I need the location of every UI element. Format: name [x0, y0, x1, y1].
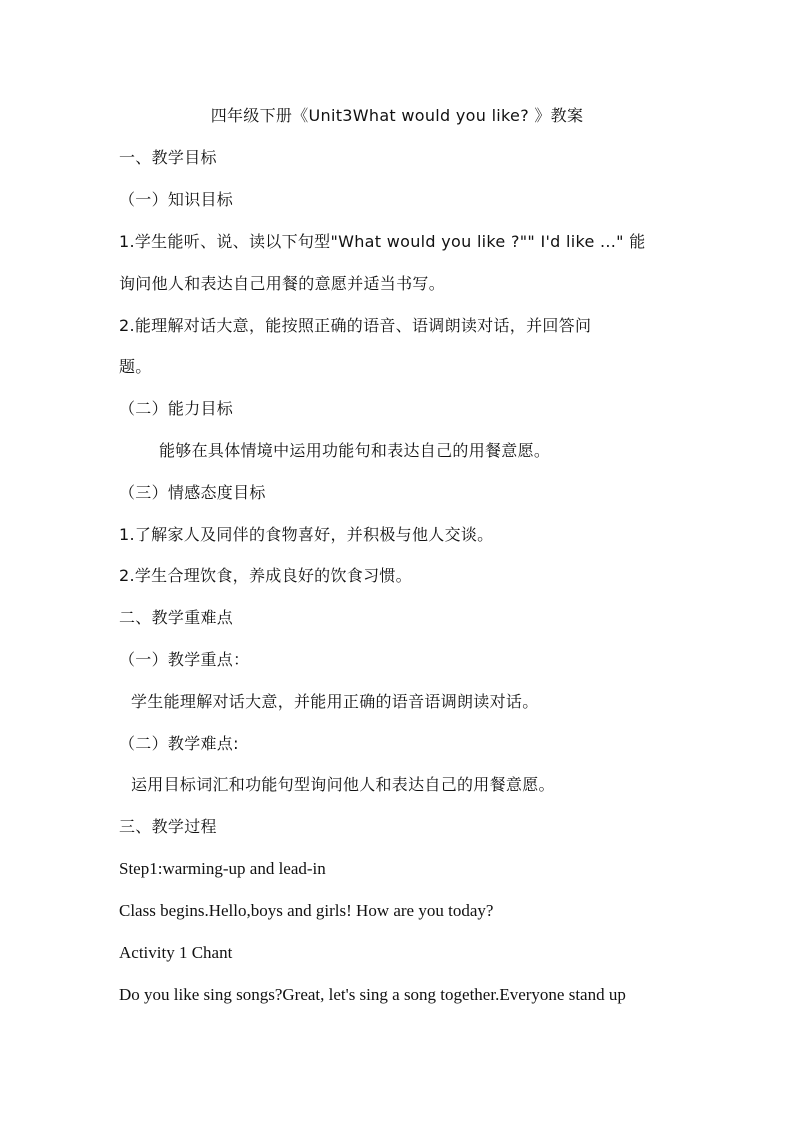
- paragraph-line: 2.能理解对话大意，能按照正确的语音、语调朗读对话，并回答问: [119, 316, 592, 335]
- paragraph-line: 运用目标词汇和功能句型询问他人和表达自己的用餐意愿。: [131, 775, 555, 794]
- step-heading: Step1:warming-up and lead-in: [119, 859, 326, 878]
- subheading-emotional-objectives: （三）情感态度目标: [119, 483, 266, 502]
- subheading-teaching-focus: （一）教学重点：: [119, 650, 250, 669]
- subheading-teaching-difficulty: （二）教学难点:: [119, 734, 239, 753]
- paragraph-line: 1.了解家人及同伴的食物喜好，并积极与他人交谈。: [119, 525, 494, 544]
- paragraph-line: 询问他人和表达自己用餐的意愿并适当书写。: [119, 274, 446, 293]
- paragraph-line: Class begins.Hello,boys and girls! How are you today?: [119, 901, 494, 920]
- paragraph-line: Do you like sing songs?Great, let's sing a song together.Everyone stand up: [119, 985, 626, 1004]
- section-heading-objectives: 一、教学目标: [119, 148, 217, 167]
- document-title: 四年级下册《Unit3What would you like? 》教案: [210, 106, 584, 125]
- paragraph-line: 2.学生合理饮食，养成良好的饮食习惯。: [119, 566, 412, 585]
- section-heading-key-points: 二、教学重难点: [119, 608, 234, 627]
- paragraph-line: 学生能理解对话大意，并能用正确的语音语调朗读对话。: [131, 692, 539, 711]
- paragraph-line: 能够在具体情境中运用功能句和表达自己的用餐意愿。: [159, 441, 551, 460]
- subheading-knowledge-objectives: （一）知识目标: [119, 190, 234, 209]
- paragraph-line: 题。: [119, 357, 152, 376]
- activity-heading: Activity 1 Chant: [119, 943, 233, 962]
- paragraph-line: 1.学生能听、说、读以下句型"What would you like ?"" I'd like ..." 能: [119, 232, 646, 251]
- subheading-ability-objectives: （二）能力目标: [119, 399, 234, 418]
- section-heading-process: 三、教学过程: [119, 817, 217, 836]
